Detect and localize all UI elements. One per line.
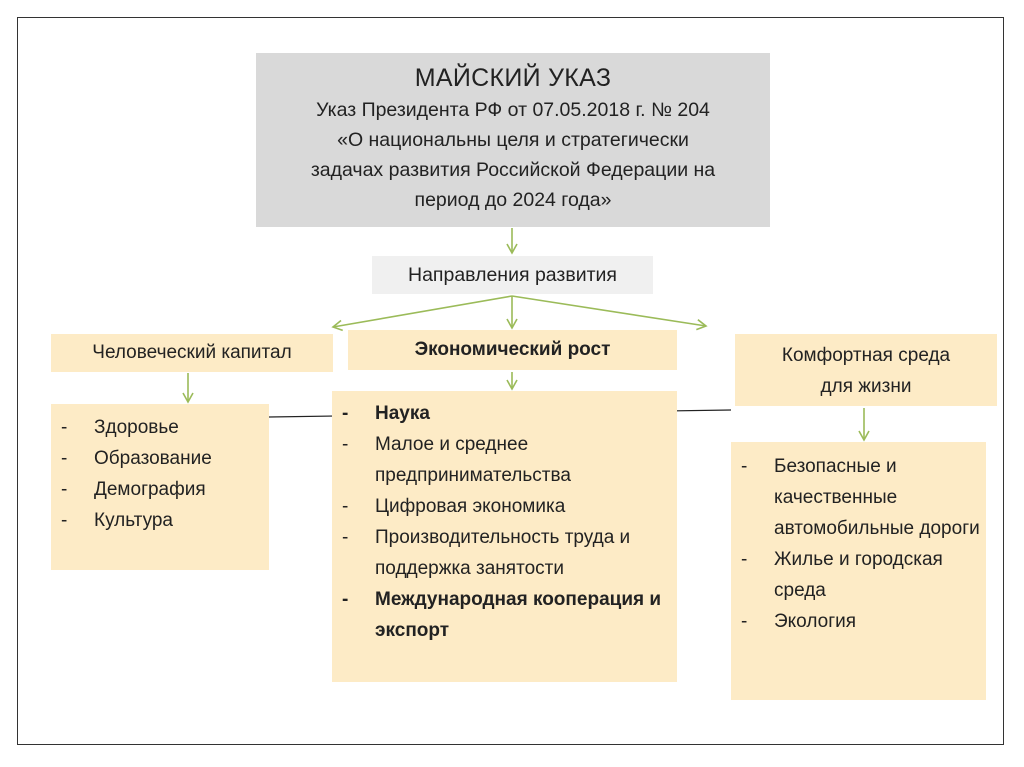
list-item: - Экология: [731, 606, 986, 637]
list-item: - Жилье и городская среда: [731, 544, 986, 606]
human-capital-list: [51, 404, 269, 570]
comfort-environment-list: [731, 442, 986, 700]
decree-line-3: задачах развития Российской Федерации на: [310, 159, 716, 181]
economic-growth-list: [332, 391, 677, 682]
arrow-to-comfort: [512, 296, 706, 326]
arrow-to-human: [333, 296, 512, 327]
list-item: - Безопасные и качественные автомобильные дороги: [731, 451, 986, 544]
decree-title: МАЙСКИЙ УКАЗ: [414, 64, 612, 92]
decree-line-4: период до 2024 года»: [414, 189, 612, 211]
directions-box: Направления развития: [372, 256, 653, 294]
list-item: - Демография: [51, 474, 269, 505]
list-item: - Малое и среднее предпринимательства: [332, 429, 677, 491]
category-human-capital: Человеческий капитал: [51, 334, 333, 372]
list-item: - Цифровая экономика: [332, 491, 677, 522]
list-item: - Международная кооперация и экспорт: [332, 584, 677, 646]
list-item: - Наука: [332, 398, 677, 429]
comfort-title-line-1: Комфортная среда: [781, 345, 951, 366]
decree-line-1: Указ Президента РФ от 07.05.2018 г. № 204: [316, 99, 710, 121]
list-item: - Производительность труда и поддержка занятости: [332, 522, 677, 584]
list-item: - Здоровье: [51, 412, 269, 443]
list-item: - Культура: [51, 505, 269, 536]
decree-line-2: «О национальны целя и стратегически: [337, 129, 689, 151]
list-item: - Образование: [51, 443, 269, 474]
decree-title-box: [256, 53, 770, 227]
category-comfortable-environment: [735, 334, 997, 406]
category-economic-growth: Экономический рост: [348, 330, 677, 370]
comfort-title-line-2: для жизни: [820, 376, 912, 397]
